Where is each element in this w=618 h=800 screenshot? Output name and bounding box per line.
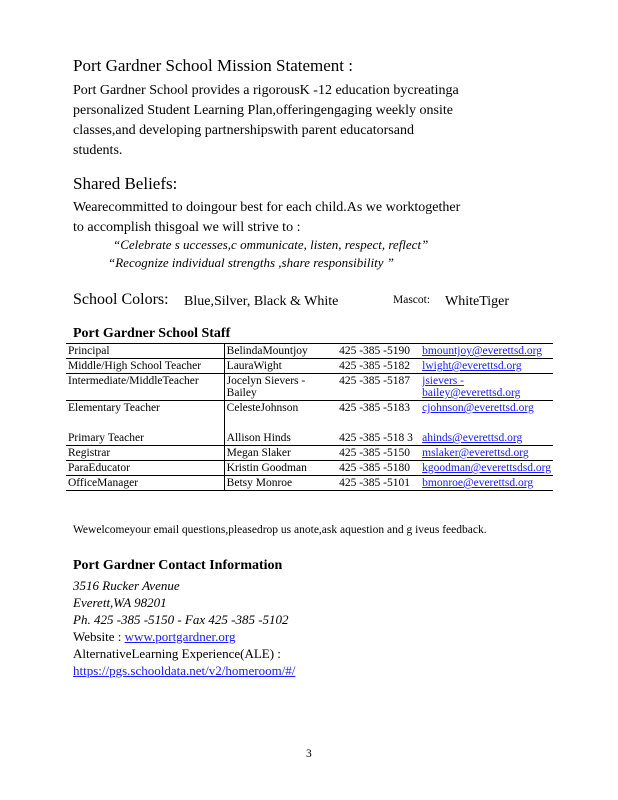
staff-phone: 425 -385 -5101 (337, 476, 420, 491)
mascot-value: WhiteTiger (445, 294, 510, 309)
page-number: 3 (306, 748, 312, 760)
staff-phone-primary: 425 -385 -518 3 (339, 432, 413, 444)
staff-role: Registrar (66, 446, 224, 461)
staff-name: BelindaMountjoy (224, 344, 337, 359)
table-row (66, 446, 553, 461)
staff-role-elementary: Elementary Teacher (68, 402, 160, 414)
staff-phone-elementary: 425 -385 -5183 (339, 402, 411, 414)
table-row (66, 461, 553, 476)
staff-phone: 425 -385 -5187 (337, 374, 420, 401)
beliefs-heading: Shared Beliefs: (73, 174, 178, 193)
staff-email-link[interactable]: bmonroe@everettsd.org (420, 476, 553, 491)
staff-email-link[interactable]: kgoodman@everettsdsd.org (422, 462, 551, 474)
staff-phone: 425 -385 -5182 (337, 359, 420, 374)
website-link[interactable]: www.portgardner.org (124, 629, 236, 644)
staff-role: ParaEducator (66, 461, 224, 476)
staff-role (66, 401, 224, 446)
staff-phone: 425 -385 -5180 (337, 461, 420, 476)
mission-heading: Port Gardner School Mission Statement : (73, 56, 354, 75)
table-row (66, 374, 553, 401)
staff-phone (337, 401, 420, 446)
staff-heading: Port Gardner School Staff (73, 326, 231, 341)
staff-name-primary: Allison Hinds (226, 432, 291, 444)
staff-name: Megan Slaker (224, 446, 337, 461)
mission-line: classes,and developing partnershipswith parent educatorsand (73, 123, 414, 138)
staff-role: OfficeManager (66, 476, 224, 491)
contact-phone: Ph. 425 -385 -5150 - Fax 425 -385 -5102 (73, 612, 289, 627)
staff-role: Principal (66, 344, 224, 359)
staff-name-elementary: CelesteJohnson (226, 402, 299, 414)
staff-name (224, 401, 337, 446)
mission-line: Port Gardner School provides a rigorousK -12 education bycreatinga (73, 83, 459, 98)
staff-email-link[interactable]: mslaker@everettsd.org (420, 446, 553, 461)
website-label: Website : (73, 629, 122, 644)
colors-label: School Colors: (73, 291, 169, 308)
staff-name: Kristin Goodman (224, 461, 337, 476)
table-row (66, 401, 553, 446)
staff-role-primary: Primary Teacher (68, 432, 144, 444)
ale-link[interactable]: https://pgs.schooldata.net/v2/homeroom/#/ (73, 663, 296, 678)
staff-role: Middle/High School Teacher (66, 359, 224, 374)
beliefs-line: to accomplish thisgoal we will strive to : (73, 220, 301, 235)
contact-address: Everett,WA 98201 (73, 595, 167, 610)
staff-role: Intermediate/MiddleTeacher (66, 374, 224, 401)
staff-phone: 425 -385 -5150 (337, 446, 420, 461)
colors-value: Blue,Silver, Black & White (184, 294, 339, 309)
mascot-label: Mascot: (393, 294, 431, 306)
staff-email (420, 401, 553, 446)
staff-phone: 425 -385 -5190 (337, 344, 420, 359)
staff-name: Jocelyn Sievers - Bailey (224, 374, 337, 401)
mission-line: students. (73, 143, 123, 158)
beliefs-quote: “Celebrate s uccesses,c ommunicate, listen, respect, reflect” (113, 237, 429, 252)
contact-heading: Port Gardner Contact Information (73, 558, 283, 573)
table-row (66, 344, 553, 359)
staff-name: LauraWight (224, 359, 337, 374)
staff-email-link[interactable]: bmountjoy@everettsd.org (420, 344, 553, 359)
contact-address: 3516 Rucker Avenue (73, 578, 180, 593)
ale-label: AlternativeLearning Experience(ALE) : (73, 646, 281, 661)
mission-line: personalized Student Learning Plan,offeringengaging weekly onsite (73, 103, 453, 118)
website-row (73, 629, 236, 645)
table-row (66, 359, 553, 374)
staff-name: Betsy Monroe (224, 476, 337, 491)
staff-email-link[interactable]: ahinds@everettsd.org (422, 432, 523, 444)
staff-email-link[interactable]: cjohnson@everettsd.org (422, 402, 534, 414)
staff-email-link[interactable]: jsievers -bailey@everettsd.org (420, 374, 553, 401)
staff-email-link[interactable]: lwight@everettsd.org (420, 359, 553, 374)
staff-footer: Wewelcomeyour email questions,pleasedrop us anote,ask aquestion and g iveus feedback. (73, 524, 487, 536)
table-row (66, 476, 553, 491)
beliefs-line: Wearecommitted to doingour best for each child.As we worktogether (73, 200, 461, 215)
staff-table (66, 343, 553, 491)
beliefs-quote: “Recognize individual strengths ,share responsibility ” (108, 255, 394, 270)
